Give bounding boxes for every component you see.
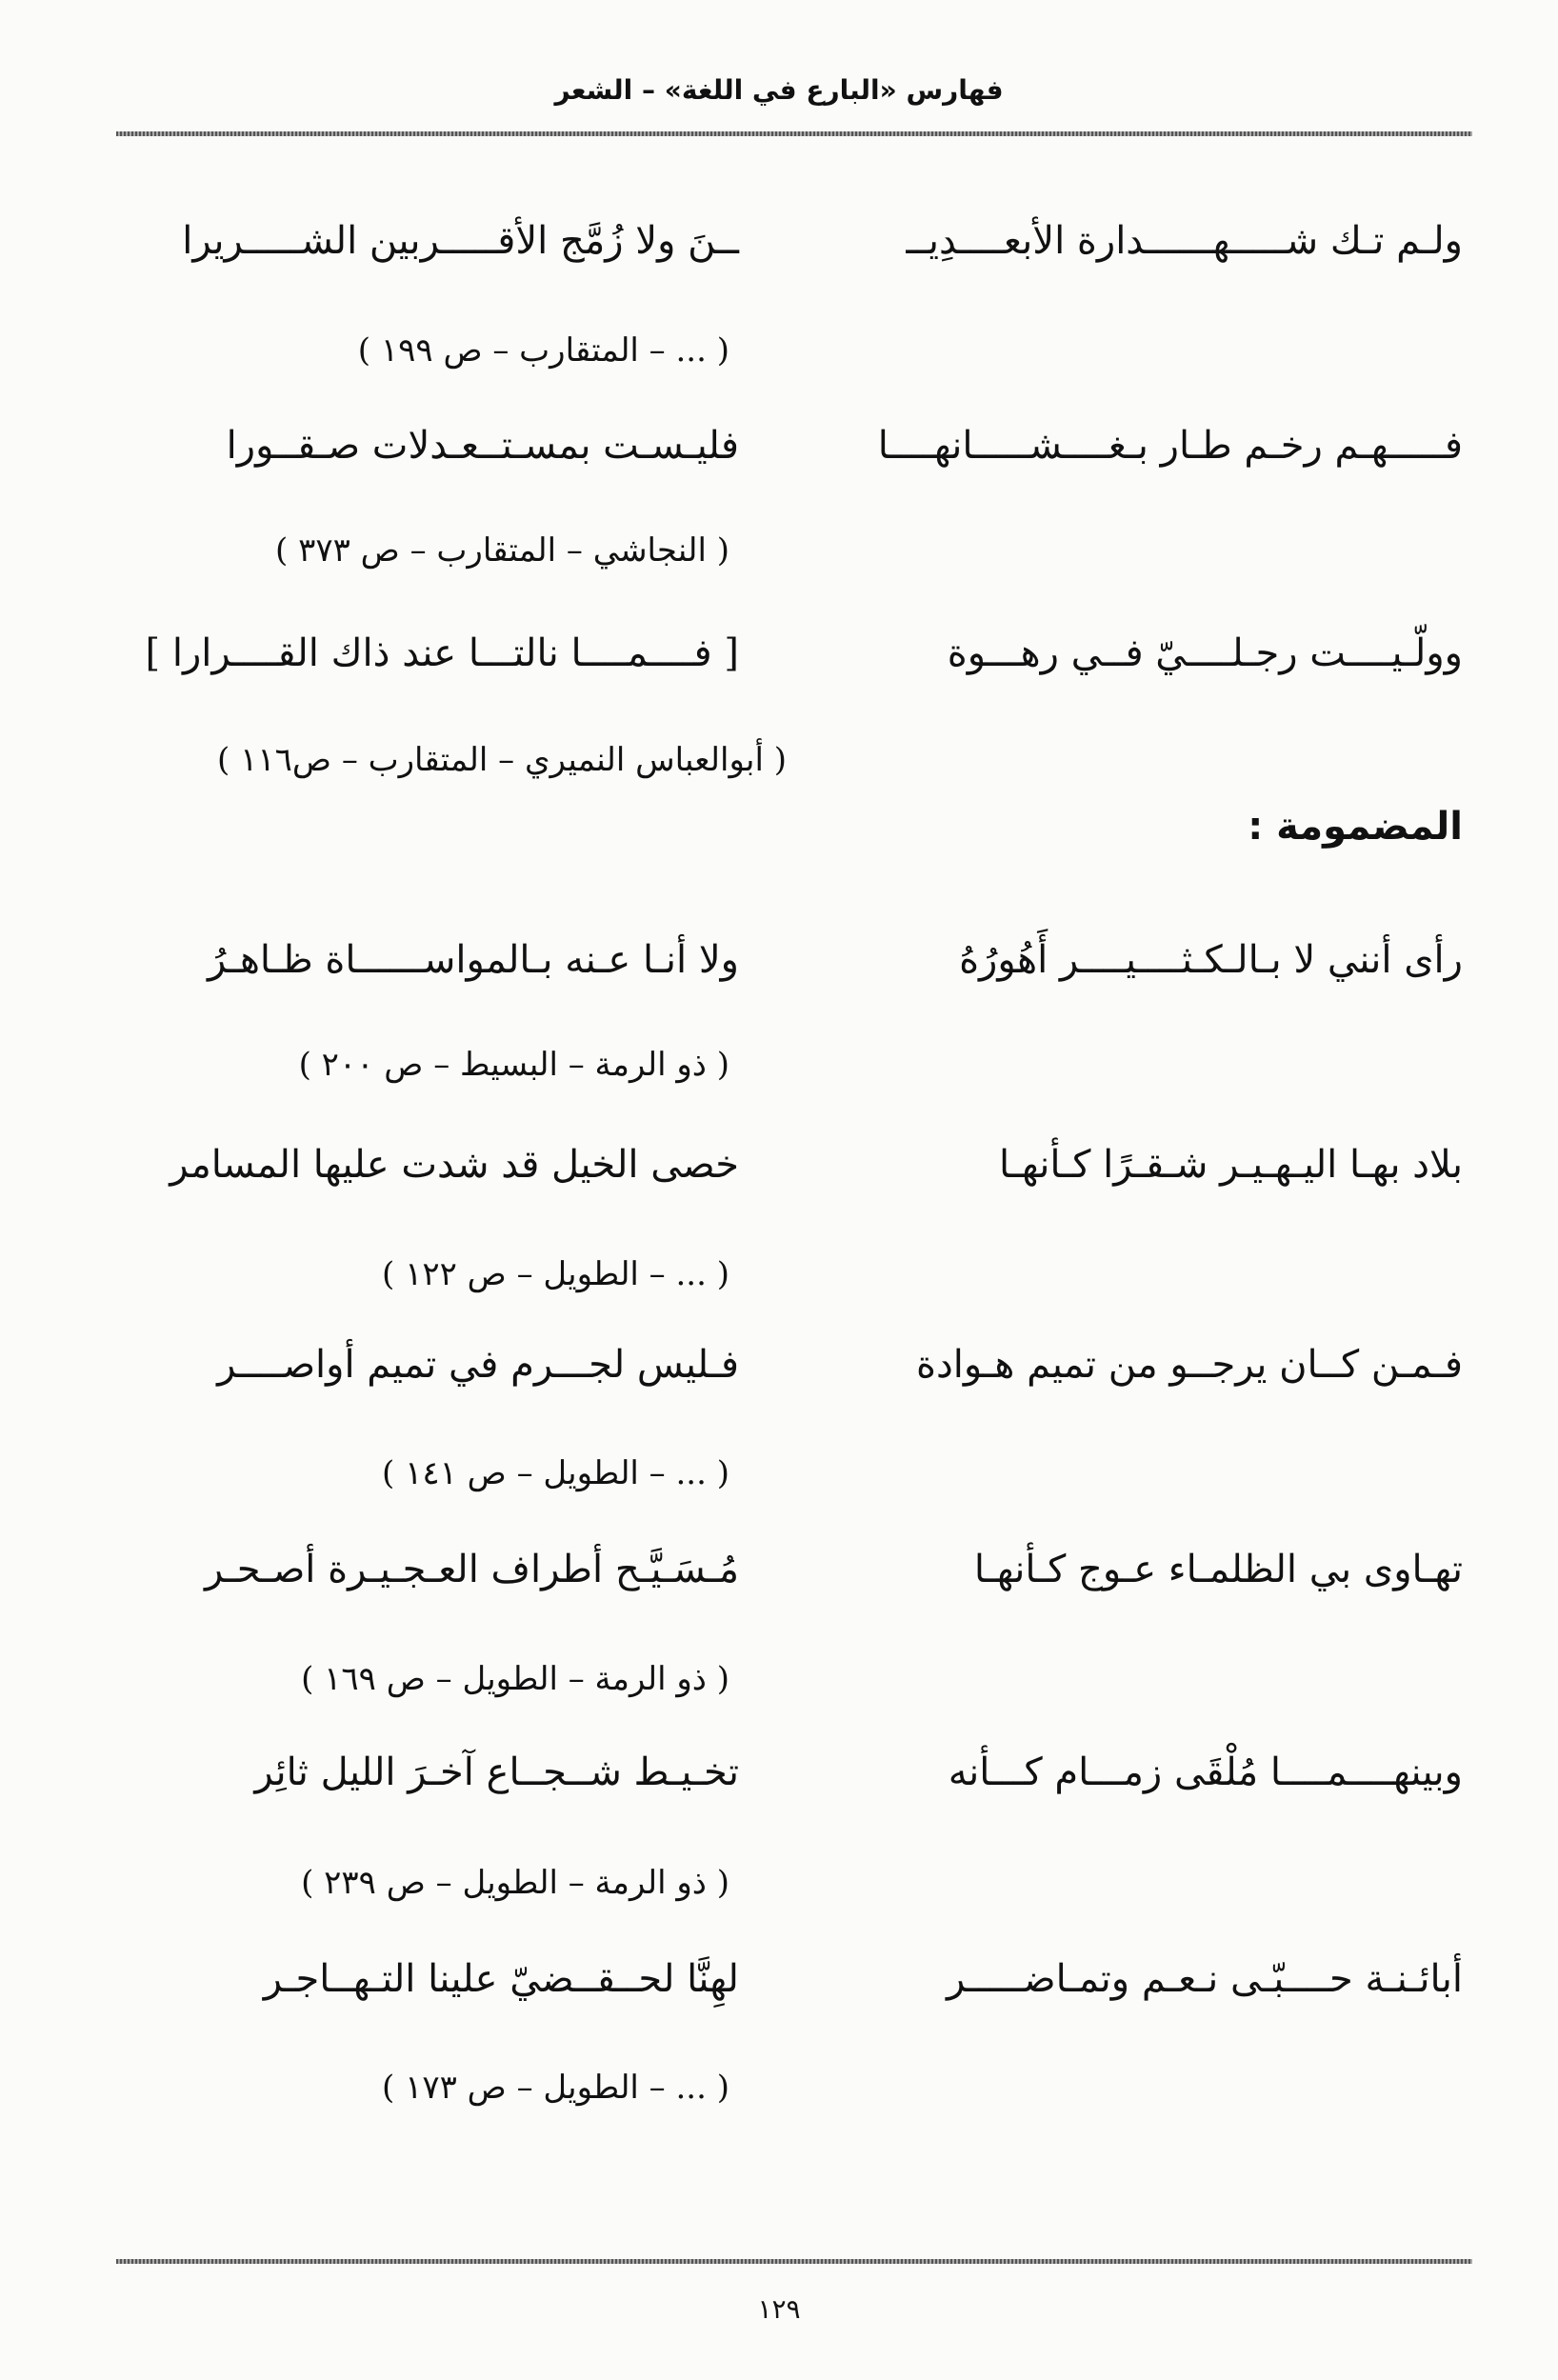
verse-entry — [0, 938, 1558, 995]
verse-entry — [0, 1750, 1558, 1808]
verse-second-hemistich: ولا أنـا عـنه بـالمواســــــاة ظـاهـرُ — [208, 938, 739, 982]
verse-second-hemistich: تخـيـط شــجــاع آخـرَ الليل ثائِر — [254, 1750, 739, 1794]
verse-first-hemistich: فـمـن كــان يرجــو من تميم هـوادة — [916, 1343, 1463, 1387]
verse-first-hemistich: وبينهــــمــــا مُلْقَى زمـــام كـــأنه — [948, 1750, 1463, 1794]
verse-entry — [0, 631, 1558, 689]
verse-entry — [0, 424, 1558, 481]
page-number: ١٢٩ — [757, 2293, 801, 2325]
footer-rule — [116, 2259, 1472, 2264]
verse-first-hemistich: فـــــهـم رخـم طـار بـغــــشـــــانهــــا — [877, 424, 1463, 468]
section-heading: المضمومة : — [1248, 805, 1463, 849]
verse-second-hemistich: [ فــــمــــا نالتـــا عند ذاك القــــرارا ] — [145, 631, 739, 675]
verse-first-hemistich: رأى أنني لا بـالـكـثــــيــــر أَهُورُهُ — [959, 938, 1463, 982]
verse-first-hemistich: بلاد بهـا اليـهـيـر شـقـرًا كـأنهـا — [998, 1143, 1463, 1187]
verse-first-hemistich: أبائـنـة حــــبّـى نـعـم وتمـاضـــــر — [947, 1957, 1463, 2001]
verse-second-hemistich: لهِنَّا لحــقــضيّ علينا التـهــاجـر — [263, 1957, 739, 2001]
verse-entry — [0, 1548, 1558, 1605]
verse-second-hemistich: مُـسَـيَّـح أطراف العـجـيـرة أصـحـر — [205, 1548, 739, 1591]
verse-entry — [0, 1143, 1558, 1200]
verse-entry — [0, 1343, 1558, 1400]
verse-first-hemistich: تهـاوى بي الظلمـاء عـوج كـأنهـا — [973, 1548, 1463, 1591]
verse-entry — [0, 1957, 1558, 2014]
verse-second-hemistich: خصى الخيل قد شدت عليها المسامر — [170, 1143, 739, 1187]
verse-second-hemistich: ــنَ ولا زُمَّج الأقـــــربين الشـــــريرا — [182, 219, 739, 263]
verse-first-hemistich: ولـم تـك شـــــهــــــدارة الأبعــــدِيــ — [906, 219, 1463, 263]
verse-first-hemistich: وولّـيــــت رجـلــــيّ فــي رهـــوة — [947, 631, 1463, 675]
verse-second-hemistich: فـليس لجـــرم في تميم أواصــــر — [217, 1343, 739, 1387]
running-header: فهارس «البارع في اللغة» – الشعر — [554, 74, 1004, 106]
header-rule — [116, 131, 1472, 136]
verse-second-hemistich: فليـسـت بمسـتــعـدلات صـقــورا — [226, 424, 739, 468]
verse-entry — [0, 219, 1558, 276]
